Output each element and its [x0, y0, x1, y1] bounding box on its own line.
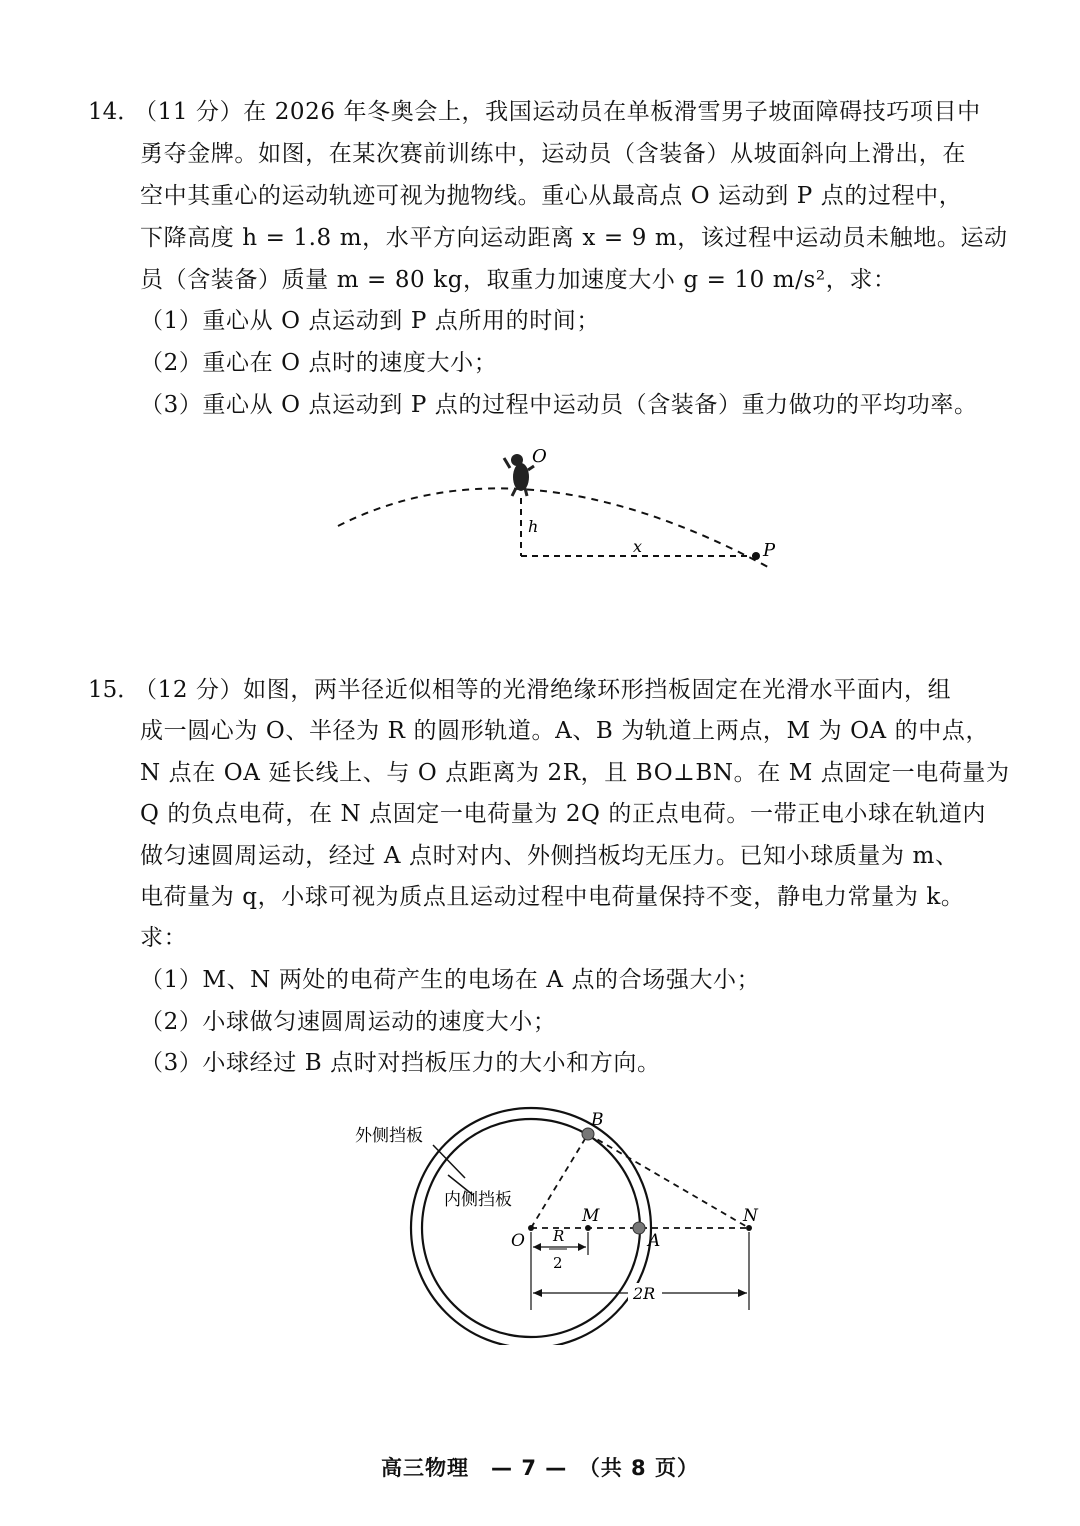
inner-barrier-label: 内侧挡板 [444, 1190, 512, 1210]
label-N: N [743, 1206, 758, 1226]
q14-line-1: （11 分）在 2026 年冬奥会上，我国运动员在单板滑雪男子坡面障碍技巧项目中 [134, 99, 981, 125]
q15-line-1: （12 分）如图，两半径近似相等的光滑绝缘环形挡板固定在光滑水平面内，组 [134, 677, 952, 703]
q14-line-5: 员（含装备）质量 m = 80 kg，取重力加速度大小 g = 10 m/s²，求： [140, 267, 897, 293]
q14-line-2: 勇夺金牌。如图，在某次赛前训练中，运动员（含装备）从坡面斜向上滑出，在 [140, 141, 966, 167]
label-B: B [591, 1110, 604, 1130]
label-O: O [532, 446, 547, 467]
label-h: h [528, 517, 539, 536]
trajectory-curve [338, 488, 768, 567]
label-M: M [582, 1206, 600, 1226]
q15-line-5: 做匀速圆周运动，经过 A 点时对内、外侧挡板均无压力。已知小球质量为 m、 [140, 843, 959, 869]
q15-figure [345, 1105, 775, 1345]
point-P [752, 552, 760, 560]
q14-line-3: 空中其重心的运动轨迹可视为抛物线。重心从最高点 O 运动到 P 点的过程中， [140, 183, 963, 209]
q15-sub-2: （2）小球做匀速圆周运动的速度大小； [140, 1009, 557, 1035]
q14-sub-2: （2）重心在 O 点时的速度大小； [140, 350, 498, 376]
page-footer: 高三物理 — 7 — （共 8 页） [381, 1456, 699, 1480]
q15-line-7: 求： [140, 925, 188, 951]
label-x: x [633, 537, 643, 556]
label-R: R [553, 1227, 565, 1245]
q15-number: 15． [88, 677, 141, 703]
q15-line-3: N 点在 OA 延长线上、与 O 点距离为 2R，且 BO⊥BN。在 M 点固定一电荷量为 [140, 760, 1010, 786]
q14-sub-3: （3）重心从 O 点运动到 P 点的过程中运动员（含装备）重力做功的平均功率。 [140, 392, 978, 418]
q15-sub-1: （1）M、N 两处的电荷产生的电场在 A 点的合场强大小； [140, 967, 761, 993]
q15-line-6: 电荷量为 q，小球可视为质点且运动过程中电荷量保持不变，静电力常量为 k。 [140, 884, 965, 910]
q14-sub-1: （1）重心从 O 点运动到 P 点所用的时间； [140, 308, 601, 334]
q15-line-4: Q 的负点电荷，在 N 点固定一电荷量为 2Q 的正点电荷。一带正电小球在轨道内 [140, 801, 987, 827]
label-O: O [511, 1231, 525, 1251]
line-O-B [531, 1134, 588, 1228]
q15-sub-3: （3）小球经过 B 点时对挡板压力的大小和方向。 [140, 1050, 661, 1076]
label-2R: 2R [633, 1284, 656, 1303]
point-O [528, 1225, 534, 1231]
q15-line-2: 成一圆心为 O、半径为 R 的圆形轨道。A、B 为轨道上两点，M 为 OA 的中点， [140, 718, 990, 744]
q14-line-4: 下降高度 h = 1.8 m，水平方向运动距离 x = 9 m，该过程中运动员未触地。运动 [140, 225, 1008, 251]
outer-barrier-label: 外侧挡板 [355, 1126, 423, 1146]
q14-figure [320, 440, 790, 580]
line-B-N [588, 1134, 749, 1228]
label-A: A [648, 1231, 661, 1251]
label-P: P [763, 540, 776, 561]
label-2: 2 [553, 1254, 563, 1272]
ball-A [633, 1222, 645, 1234]
q14-number: 14． [88, 99, 141, 125]
